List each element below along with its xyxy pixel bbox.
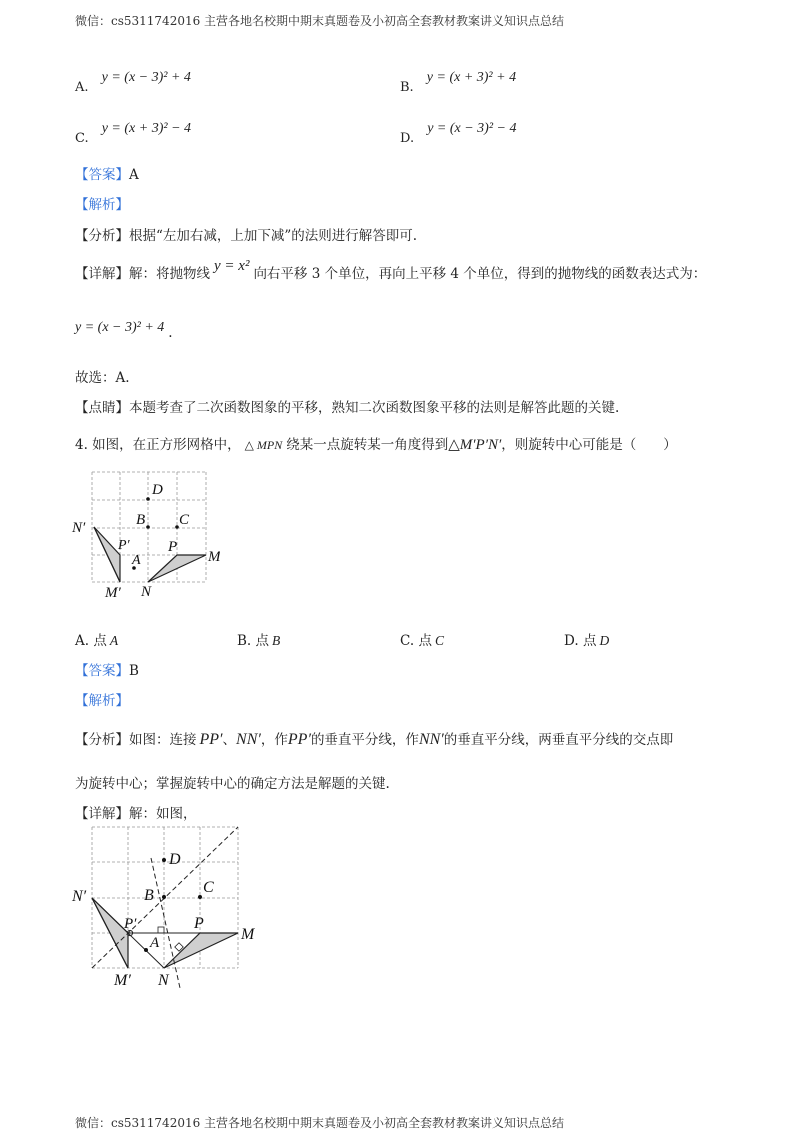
q4-fenxi: 【分析】如图：连接 PP′、NN′，作PP′的垂直平分线，作NN′的垂直平分线，两垂直平分线的交点即 bbox=[75, 731, 674, 748]
label-a: A bbox=[150, 935, 160, 951]
right-angle-mark bbox=[158, 927, 164, 933]
point-a bbox=[144, 948, 148, 952]
q4-analysis-tag: 【解析】 bbox=[75, 693, 129, 709]
label-n: N bbox=[158, 972, 169, 989]
label-n-prime: N′ bbox=[72, 888, 87, 905]
label-m: M bbox=[241, 926, 255, 943]
q3-answer: 【答案】A bbox=[75, 167, 139, 183]
perp-bisector-pp bbox=[151, 858, 180, 988]
q4-solution-figure bbox=[70, 822, 260, 990]
label-c: C bbox=[179, 512, 190, 528]
label-p-prime: P′ bbox=[118, 538, 130, 553]
q3-analysis-tag: 【解析】 bbox=[75, 197, 129, 213]
q3-fenxi: 【分析】根据“左加右减，上加下减”的法则进行解答即可. bbox=[75, 228, 418, 244]
point-d bbox=[146, 497, 150, 501]
q4-figure bbox=[70, 465, 220, 600]
label-b: B bbox=[144, 887, 154, 904]
q3-option-b: $_{B.}$ y = (x + 3)² + 4 bbox=[400, 70, 517, 95]
label-n: N bbox=[141, 584, 152, 600]
q3-option-c: $_{C.}$ y = (x + 3)² − 4 bbox=[75, 121, 192, 146]
label-n-prime: N′ bbox=[72, 520, 86, 536]
label-m-prime: M′ bbox=[114, 972, 131, 989]
label-c: C bbox=[203, 879, 214, 896]
label-m: M bbox=[208, 549, 220, 565]
q4-fenxi-line2: 为旋转中心；掌握旋转中心的确定方法是解题的关键. bbox=[75, 776, 390, 792]
label-p: P bbox=[194, 915, 204, 932]
label-p: P bbox=[168, 539, 178, 555]
q3-option-a: $_{A.}$ y = (x − 3)² + 4 bbox=[75, 70, 191, 95]
q4-xiangjie: 【详解】解：如图， bbox=[75, 806, 197, 822]
label-d: D bbox=[169, 851, 181, 868]
point-b bbox=[162, 895, 166, 899]
label-m-prime: M′ bbox=[105, 585, 121, 600]
q3-xiangjie: 【详解】解：将抛物线 y = x² 向右平移 3 个单位，再向上平移 4 个单位，得到的抛物线的函数表达式为： bbox=[75, 258, 707, 282]
q3-dianjing: 【点睛】本题考查了二次函数图象的平移，熟知二次函数图象平移的法则是解答此题的关键. bbox=[75, 400, 620, 416]
q4-option-c: C. 点 C bbox=[400, 633, 444, 649]
page-header: 微信：cs5311742016 主营各地名校期中期末真题卷及小初高全套教材教案讲义知识点总结 bbox=[75, 14, 565, 28]
point-b bbox=[146, 525, 150, 529]
triangle-mpn bbox=[164, 933, 238, 968]
label-d: D bbox=[152, 482, 163, 498]
point-c bbox=[198, 895, 202, 899]
q4-option-b: B. 点 B bbox=[237, 633, 281, 649]
page-footer: 微信：cs5311742016 主营各地名校期中期末真题卷及小初高全套教材教案讲义知识点总结 bbox=[75, 1116, 565, 1130]
q4-stem: 4. 如图，在正方形网格中， △ MPN 绕某一点旋转某一角度得到△M′P′N′，则旋转中心可能是（ ） bbox=[75, 437, 677, 453]
label-a: A bbox=[132, 553, 141, 568]
q3-choose: 故选：A. bbox=[75, 370, 130, 386]
label-b: B bbox=[136, 512, 146, 528]
q3-option-d: $_{D.}$ y = (x − 3)² − 4 bbox=[400, 121, 517, 146]
label-p-prime: P′ bbox=[124, 916, 137, 932]
q4-option-d: D. 点 D bbox=[564, 633, 610, 649]
q4-option-a: A. 点 A bbox=[75, 633, 119, 649]
q4-answer: 【答案】B bbox=[75, 663, 139, 679]
point-d bbox=[162, 858, 166, 862]
q3-result: y = (x − 3)² + 4 $_.$ bbox=[75, 320, 173, 341]
